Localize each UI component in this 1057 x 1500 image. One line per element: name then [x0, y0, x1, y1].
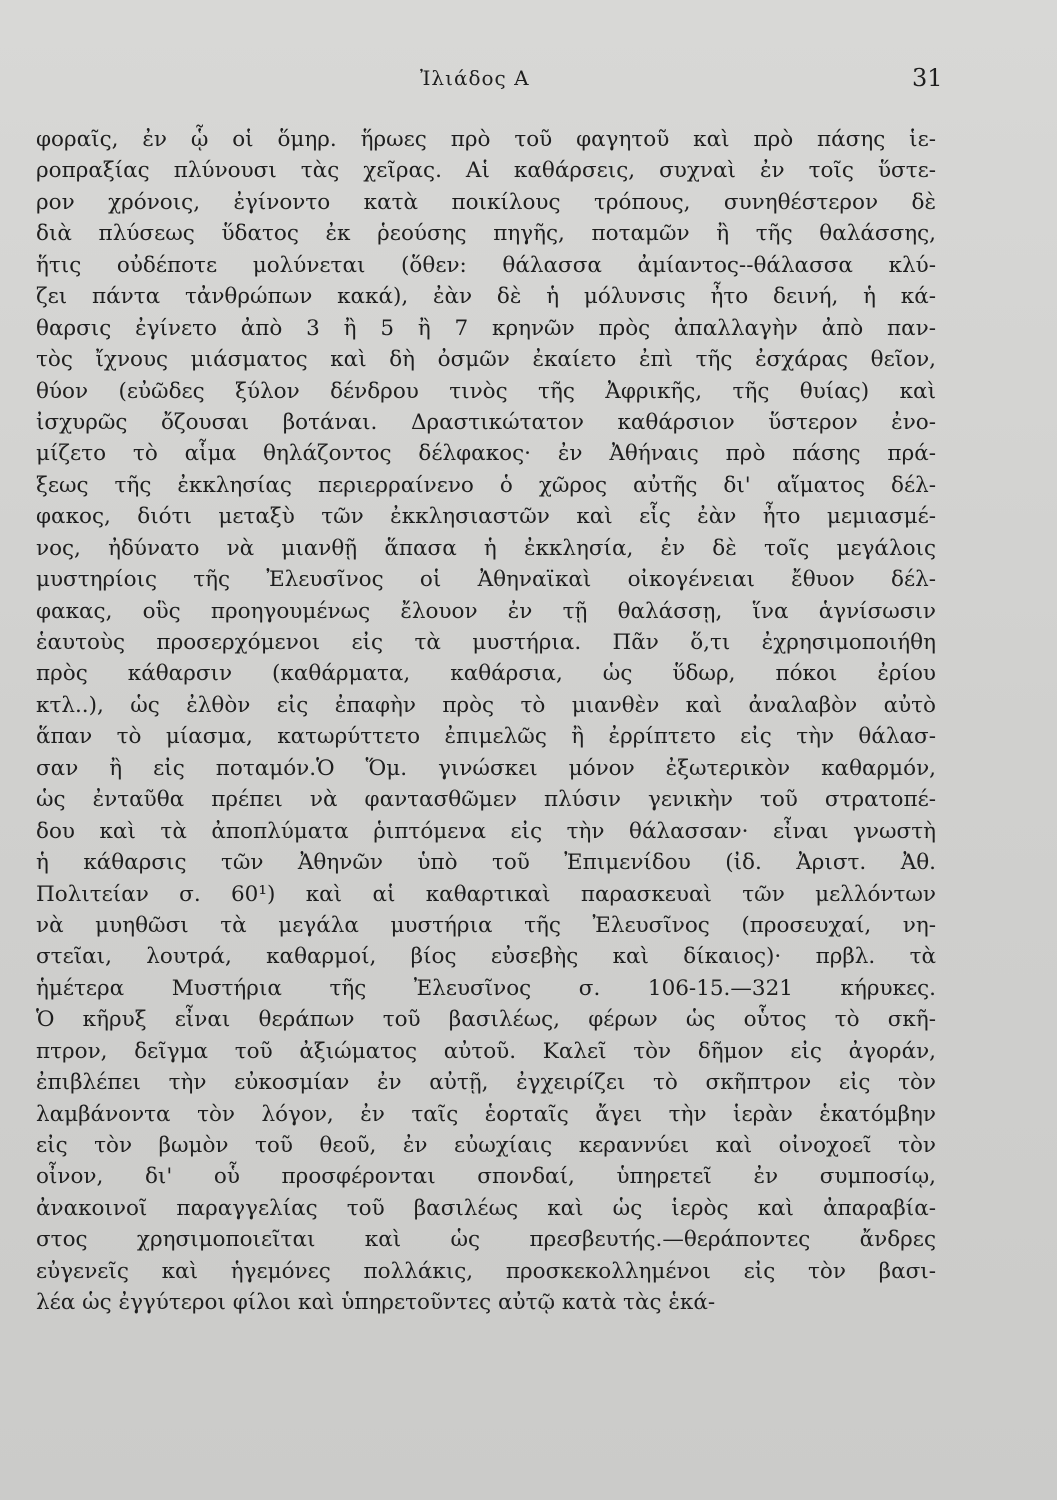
text-line: δου καὶ τὰ ἀποπλύματα ῥιπτόμενα εἰς τὴν θάλασσαν· εἶναι γνωστὴ: [36, 818, 936, 844]
running-title: Ἰλιάδος Α: [420, 66, 530, 90]
text-line: θαρσις ἐγίνετο ἀπὸ 3 ἢ 5 ἢ 7 κρηνῶν πρὸς ἀπαλλαγὴν ἀπὸ παν-: [36, 315, 936, 341]
text-line: ἀνακοινοῖ παραγγελίας τοῦ βασιλέως καὶ ὡς ἱερὸς καὶ ἀπαραβία-: [36, 1195, 936, 1221]
text-line: μίζετο τὸ αἷμα θηλάζοντος δέλφακος· ἐν Ἀθήναις πρὸ πάσης πρά-: [36, 441, 936, 467]
text-line: τὸς ἴχνους μιάσματος καὶ δὴ ὀσμῶν ἐκαίετο ἐπὶ τῆς ἐσχάρας θεῖον,: [36, 347, 936, 373]
text-line: στος χρησιμοποιεῖται καὶ ὡς πρεσβευτής.—θεράποντες ἄνδρες: [36, 1227, 936, 1253]
text-line: μυστηρίοις τῆς Ἐλευσῖνος οἱ Ἀθηναϊκαὶ οἰκογένειαι ἔθυον δέλ-: [36, 567, 936, 593]
text-line: φακος, διότι μεταξὺ τῶν ἐκκλησιαστῶν καὶ εἷς ἐὰν ἦτο μεμιασμέ-: [36, 504, 936, 530]
text-line: οἶνον, δι' οὗ προσφέρονται σπονδαί, ὑπηρετεῖ ἐν συμποσίῳ,: [36, 1164, 936, 1190]
commentary-text: [36, 124, 936, 1319]
text-line: φοραῖς, ἐν ᾧ οἱ ὅμηρ. ἥρωες πρὸ τοῦ φαγητοῦ καὶ πρὸ πάσης ἱε-: [36, 127, 936, 152]
text-line: ἐπιβλέπει τὴν εὐκοσμίαν ἐν αὐτῇ, ἐγχειρίζει τὸ σκῆπτρον εἰς τὸν: [36, 1070, 936, 1096]
text-line: κτλ..), ὡς ἐλθὸν εἰς ἐπαφὴν πρὸς τὸ μιανθὲν καὶ ἀναλαβὸν αὐτὸ: [36, 692, 936, 718]
text-line: ροπραξίας πλύνουσι τὰς χεῖρας. Αἱ καθάρσεις, συχναὶ ἐν τοῖς ὕστε-: [36, 158, 936, 184]
text-line: πρὸς κάθαρσιν (καθάρματα, καθάρσια, ὡς ὕδωρ, πόκοι ἐρίου: [36, 661, 936, 687]
text-line: ἑαυτοὺς προσερχόμενοι εἰς τὰ μυστήρια. Πᾶν ὅ,τι ἐχρησιμοποιήθη: [36, 630, 936, 655]
text-line: ἡ κάθαρσις τῶν Ἀθηνῶν ὑπὸ τοῦ Ἐπιμενίδου (ἰδ. Ἀριστ. Ἀθ.: [36, 850, 936, 876]
text-line: ξεως τῆς ἐκκλησίας περιερραίνενο ὁ χῶρος αὐτῆς δι' αἵματος δέλ-: [36, 472, 936, 498]
page-header: [0, 66, 1057, 96]
text-line: Πολιτείαν σ. 60¹) καὶ αἱ καθαρτικαὶ παρασκευαὶ τῶν μελλόντων: [36, 881, 936, 907]
text-line: λαμβάνοντα τὸν λόγον, ἐν ταῖς ἑορταῖς ἄγει τὴν ἱερὰν ἑκατόμβην: [36, 1101, 936, 1127]
text-line: ἥτις οὐδέποτε μολύνεται (ὅθεν: θάλασσα ἀμίαντος--θάλασσα κλύ-: [36, 252, 936, 278]
text-line: ζει πάντα τἀνθρώπων κακά), ἐὰν δὲ ἡ μόλυνσις ἦτο δεινή, ἡ κά-: [36, 284, 936, 310]
page-number: 31: [912, 64, 943, 92]
text-line: λέα ὡς ἐγγύτεροι φίλοι καὶ ὑπηρετοῦντες αὐτῷ κατὰ τὰς ἑκά-: [36, 1290, 716, 1316]
text-line: ἰσχυρῶς ὄζουσαι βοτάναι. Δραστικώτατον καθάρσιον ὕστερον ἐνο-: [36, 409, 936, 435]
text-line: νος, ἠδύνατο νὰ μιανθῇ ἅπασα ἡ ἐκκλησία, ἐν δὲ τοῖς μεγάλοις: [36, 535, 936, 561]
text-line: θύον (εὐῶδες ξύλον δένδρου τινὸς τῆς Ἀφρικῆς, τῆς θυίας) καὶ: [36, 378, 936, 404]
text-line: ἅπαν τὸ μίασμα, κατωρύττετο ἐπιμελῶς ἢ ἐρρίπτετο εἰς τὴν θάλασ-: [36, 724, 936, 750]
text-line: διὰ πλύσεως ὕδατος ἐκ ῥεούσης πηγῆς, ποταμῶν ἢ τῆς θαλάσσης,: [36, 221, 936, 247]
text-line: Ὁ κῆρυξ εἶναι θεράπων τοῦ βασιλέως, φέρων ὡς οὗτος τὸ σκῆ-: [36, 1007, 936, 1033]
text-line: εὐγενεῖς καὶ ἡγεμόνες πολλάκις, προσκεκολλημένοι εἰς τὸν βασι-: [36, 1258, 936, 1284]
text-line: νὰ μυηθῶσι τὰ μεγάλα μυστήρια τῆς Ἐλευσῖνος (προσευχαί, νη-: [36, 912, 936, 938]
text-line: πτρον, δεῖγμα τοῦ ἀξιώματος αὐτοῦ. Καλεῖ τὸν δῆμον εἰς ἀγοράν,: [36, 1038, 936, 1064]
text-line: εἰς τὸν βωμὸν τοῦ θεοῦ, ἐν εὐωχίαις κεραννύει καὶ οἰνοχοεῖ τὸν: [36, 1133, 936, 1158]
text-line: ὡς ἐνταῦθα πρέπει νὰ φαντασθῶμεν πλύσιν γενικὴν τοῦ στρατοπέ-: [36, 787, 936, 813]
text-line: σαν ἢ εἰς ποταμόν.Ὁ Ὅμ. γινώσκει μόνον ἐξωτερικὸν καθαρμόν,: [36, 755, 936, 781]
text-line: στεῖαι, λουτρά, καθαρμοί, βίος εὐσεβὴς καὶ δίκαιος)· πρβλ. τὰ: [36, 944, 936, 970]
text-line: ρον χρόνοις, ἐγίνοντο κατὰ ποικίλους τρόπους, συνηθέστερον δὲ: [36, 189, 936, 215]
text-line: ἡμέτερα Μυστήρια τῆς Ἐλευσῖνος σ. 106-15.—321 κήρυκες.: [36, 975, 936, 1001]
text-line: φακας, οὓς προηγουμένως ἔλουον ἐν τῇ θαλάσσῃ, ἵνα ἁγνίσωσιν: [36, 598, 936, 624]
